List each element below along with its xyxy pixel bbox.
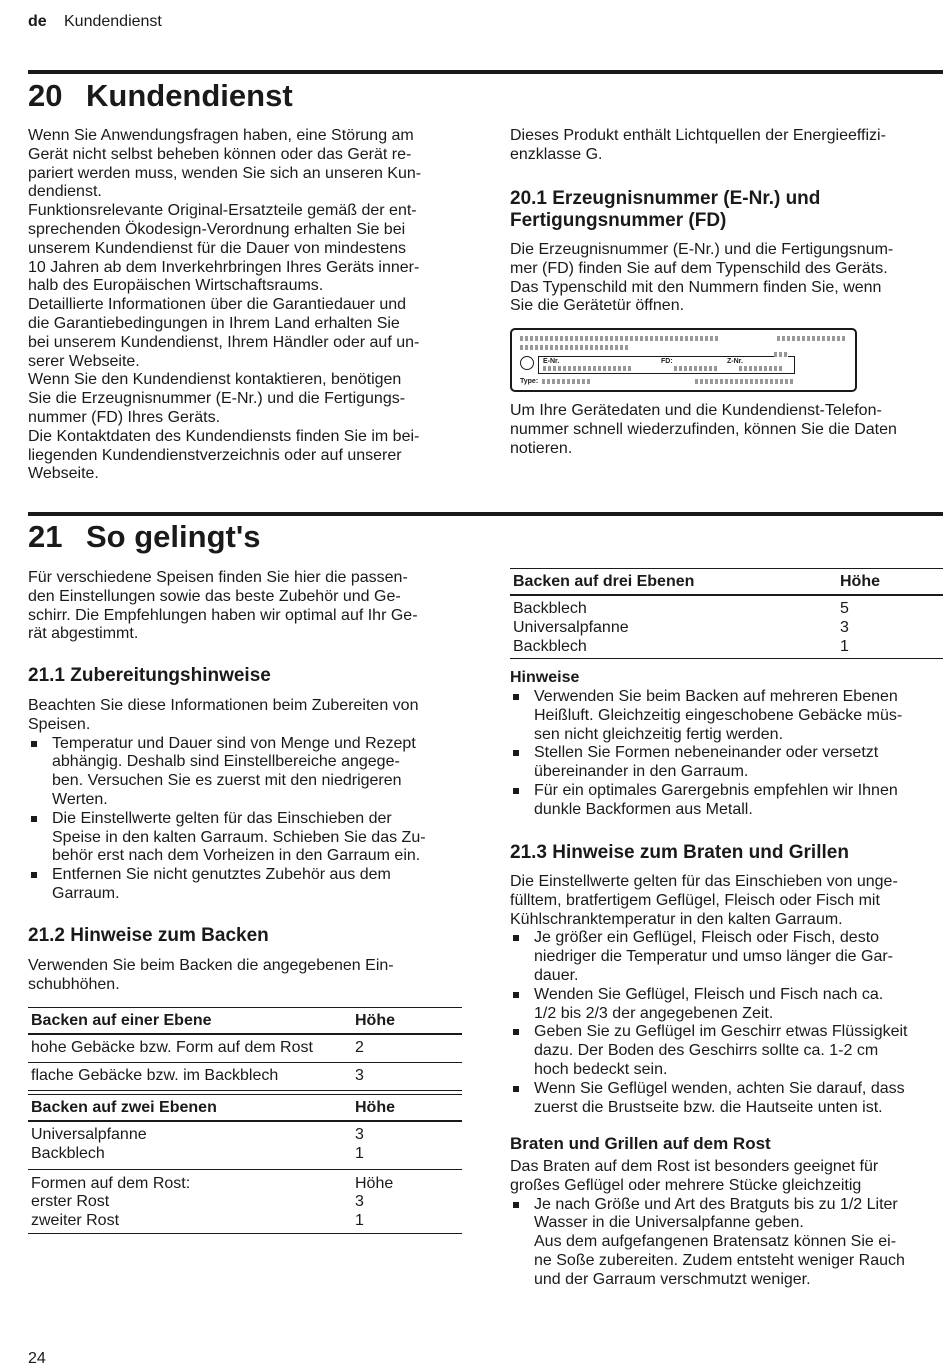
- text-line: Wenn Sie Anwendungsfragen haben, eine Störung am: [28, 127, 414, 144]
- text-line: serer Webseite.: [28, 352, 140, 370]
- list-item-line: dazu. Der Boden des Geschirrs sollte ca. 1-2 cm: [534, 1042, 879, 1060]
- list-item-line: Wenn Sie Geflügel wenden, achten Sie darauf, dass: [534, 1079, 905, 1097]
- text-line: die Garantiebedingungen in Ihrem Land erhalten Sie: [28, 314, 400, 332]
- section-rule: [28, 70, 943, 74]
- energy-class-text: [510, 127, 886, 165]
- list-item: [510, 986, 907, 1024]
- list-item-line: hoch bedeckt sein.: [534, 1060, 668, 1078]
- list-item-line: Werten.: [52, 790, 108, 808]
- text-line: pariert werden muss, wenden Sie sich an unseren Kun-: [28, 164, 422, 182]
- text-line: schubhöhen.: [28, 975, 120, 993]
- list-item-line: dauer.: [534, 966, 579, 984]
- text-line: nummer (FD) Ihres Geräts.: [28, 408, 221, 426]
- text-line: notieren.: [510, 439, 573, 457]
- text-line: Wenn Sie den Kundendienst kontaktieren, benötigen: [28, 371, 402, 389]
- subsection-21-1-heading: 21.1 Zubereitungshinweise: [28, 665, 271, 686]
- text-line: sprechenden Ökodesign-Verordnung erhalten Sie bei: [28, 220, 406, 238]
- list-item-line: dunkle Backformen aus Metall.: [534, 800, 753, 818]
- list-item: [510, 1023, 907, 1079]
- section-rule: [28, 512, 943, 516]
- page-number: 24: [28, 1350, 46, 1367]
- list-item-line: Heißluft. Gleichzeitig eingeschobene Gebäcke müs-: [534, 706, 903, 724]
- list-item: [510, 782, 902, 820]
- list-item-line: und der Garraum verschmutzt weniger.: [534, 1270, 811, 1288]
- subsection-20-1-heading: [510, 188, 820, 232]
- list-item-line: Temperatur und Dauer sind von Menge und Rezept: [52, 734, 416, 752]
- list-item-line: behör erst nach dem Vorheizen in den Garraum ein.: [52, 847, 421, 865]
- text-line: Webseite.: [28, 465, 99, 483]
- hinweise-list: [510, 688, 902, 820]
- list-item-line: Wasser in die Universalpfanne geben.: [534, 1214, 804, 1232]
- subsection-21-1-body: [28, 697, 426, 904]
- text-line: nummer schnell wiederzufinden, können Sie die Daten: [510, 420, 897, 438]
- text-line: mer (FD) finden Sie auf dem Typenschild des Geräts.: [510, 259, 888, 277]
- list-item: [28, 866, 426, 904]
- list-item-line: abhängig. Deshalb sind Einstellbereiche angege-: [52, 753, 400, 771]
- number-field-box: E-Nr. FD: Z-Nr.: [538, 356, 795, 374]
- list-item-line: Die Einstellwerte gelten für das Einschieben der: [52, 809, 392, 827]
- fan-symbol-icon: [520, 356, 534, 370]
- text-line: Die Einstellwerte gelten für das Einschieben von unge-: [510, 873, 898, 890]
- text-line: enzklasse G.: [510, 145, 603, 163]
- list-item: [510, 929, 907, 985]
- subsection-21-2-intro: [28, 957, 394, 995]
- text-line: Funktionsrelevante Original-Ersatzteile gemäß der ent-: [28, 202, 417, 220]
- section-20-body: [28, 127, 421, 484]
- list-item-line: ben. Versuchen Sie es zuerst mit den niedrigeren: [52, 772, 402, 790]
- text-line: liegenden Kundendienstverzeichnis oder auf unserer: [28, 446, 402, 464]
- list-item-line: Aus dem aufgefangenen Bratensatz können Sie ei-: [534, 1233, 897, 1251]
- text-line: schirr. Die Empfehlungen haben wir optimal auf Ihr Ge-: [28, 606, 418, 624]
- list-item: [28, 810, 426, 866]
- text-line: Dieses Produkt enthält Lichtquellen der Energieeffizi-: [510, 127, 886, 144]
- text-line: rät abgestimmt.: [28, 625, 139, 643]
- text-line: großes Geflügel oder mehrere Stücke gleichzeitig: [510, 1176, 862, 1194]
- text-line: Die Kontaktdaten des Kundendiensts finden Sie im bei-: [28, 427, 420, 445]
- list-item: [510, 744, 902, 782]
- text-line: Für verschiedene Speisen finden Sie hier die passen-: [28, 569, 408, 586]
- text-line: unserem Kundendienst für die Dauer von mindestens: [28, 239, 406, 257]
- text-line: dendienst.: [28, 183, 102, 201]
- list-item: [510, 1196, 905, 1290]
- list-item-line: Für ein optimales Garergebnis empfehlen wir Ihnen: [534, 781, 898, 799]
- rost-body: [510, 1158, 905, 1290]
- heading-line: 20.1 Erzeugnisnummer (E-Nr.) und: [510, 188, 821, 209]
- table-one-level: Backen auf einer Ebene Höhe hohe Gebäcke bzw. Form auf dem Rost 2 flache Gebäcke bzw. im Backblech 3: [28, 1007, 462, 1091]
- text-line: den Einstellungen sowie das beste Zubehör und Ge-: [28, 587, 401, 605]
- subsection-21-3-heading: 21.3 Hinweise zum Braten und Grillen: [510, 842, 849, 863]
- section-20-heading: 20 Kundendienst: [28, 78, 293, 113]
- text-line: bei unserem Kundendienst, Ihrem Händler oder auf un-: [28, 333, 420, 351]
- table-two-levels: Backen auf zwei Ebenen Höhe Universalpfanne 3 Backblech 1 Formen auf dem Rost: Höhe erster Rost 3 zweiter Rost 1: [28, 1094, 462, 1234]
- type-plate-illustration: E-Nr. FD: Z-Nr. Type:: [510, 328, 857, 392]
- text-line: halb des Europäischen Wirtschaftsraums.: [28, 277, 324, 295]
- list-item-line: Entfernen Sie nicht genutztes Zubehör aus dem: [52, 866, 391, 884]
- list-item-line: Garraum.: [52, 884, 120, 902]
- text-line: Kühlschranktemperatur in den kalten Garraum.: [510, 910, 843, 928]
- rost-heading: Braten und Grillen auf dem Rost: [510, 1134, 771, 1153]
- list-item-line: Verwenden Sie beim Backen auf mehreren Ebenen: [534, 688, 898, 705]
- list-item-line: Speise in den kalten Garraum. Schieben Sie das Zu-: [52, 828, 426, 846]
- text-line: Das Typenschild mit den Nummern finden Sie, wenn: [510, 278, 882, 296]
- header-title: Kundendienst: [64, 13, 162, 30]
- text-line: 10 Jahren ab dem Inverkehrbringen Ihres Geräts inner-: [28, 258, 420, 276]
- text-line: Die Erzeugnisnummer (E-Nr.) und die Fertigungsnum-: [510, 241, 894, 258]
- text-line: Gerät nicht selbst beheben können oder das Gerät re-: [28, 145, 412, 163]
- text-line: Sie die Erzeugnisnummer (E-Nr.) und die Fertigungs-: [28, 390, 406, 408]
- list-item-line: Je nach Größe und Art des Bratguts bis zu 1/2 Liter: [534, 1195, 898, 1213]
- text-line: Das Braten auf dem Rost ist besonders geeignet für: [510, 1158, 879, 1175]
- list-item-line: Je größer ein Geflügel, Fleisch oder Fisch, desto: [534, 929, 880, 947]
- list-item-line: Wenden Sie Geflügel, Fleisch und Fisch nach ca.: [534, 985, 884, 1003]
- list-item-line: niedriger die Temperatur und umso länger die Gar-: [534, 948, 894, 966]
- list-item-line: übereinander in den Garraum.: [534, 763, 749, 781]
- text-line: Speisen.: [28, 715, 91, 733]
- text-line: Um Ihre Gerätedaten und die Kundendienst-Telefon-: [510, 402, 882, 419]
- list-item: [28, 735, 426, 810]
- text-line: Detaillierte Informationen über die Garantiedauer und: [28, 296, 407, 314]
- list-item-line: sen nicht gleichzeitig fertig werden.: [534, 725, 784, 743]
- table-three-levels: Backen auf drei Ebenen Höhe Backblech 5 Universalpfanne 3 Backblech 1: [510, 568, 943, 659]
- heading-line: Fertigungsnummer (FD): [510, 210, 727, 231]
- list-item-line: 1/2 bis 2/3 der angegebenen Zeit.: [534, 1004, 774, 1022]
- subsection-21-2-heading: 21.2 Hinweise zum Backen: [28, 925, 269, 946]
- list-item-line: Stellen Sie Formen nebeneinander oder versetzt: [534, 744, 879, 762]
- text-line: Sie die Gerätetür öffnen.: [510, 297, 685, 315]
- text-line: Beachten Sie diese Informationen beim Zubereiten von: [28, 697, 419, 714]
- header-language: de: [28, 13, 47, 30]
- text-line: Verwenden Sie beim Backen die angegebenen Ein-: [28, 957, 394, 974]
- text-line: fülltem, bratfertigem Geflügel, Fleisch oder Fisch mit: [510, 891, 880, 909]
- list-item-line: ne Soße zubereiten. Zudem entsteht weniger Rauch: [534, 1251, 905, 1269]
- list-item-line: Geben Sie zu Geflügel im Geschirr etwas Flüssigkeit: [534, 1023, 908, 1041]
- note-data-text: [510, 402, 897, 458]
- list-item: [510, 688, 902, 744]
- hinweise-heading: Hinweise: [510, 669, 580, 686]
- subsection-20-1-body: [510, 241, 893, 316]
- section-21-intro: [28, 569, 418, 644]
- list-item: [510, 1080, 907, 1118]
- subsection-21-3-body: [510, 873, 907, 1117]
- section-21-heading: 21 So gelingt's: [28, 519, 261, 554]
- list-item-line: zuerst die Brustseite bzw. die Hautseite unten ist.: [534, 1098, 883, 1116]
